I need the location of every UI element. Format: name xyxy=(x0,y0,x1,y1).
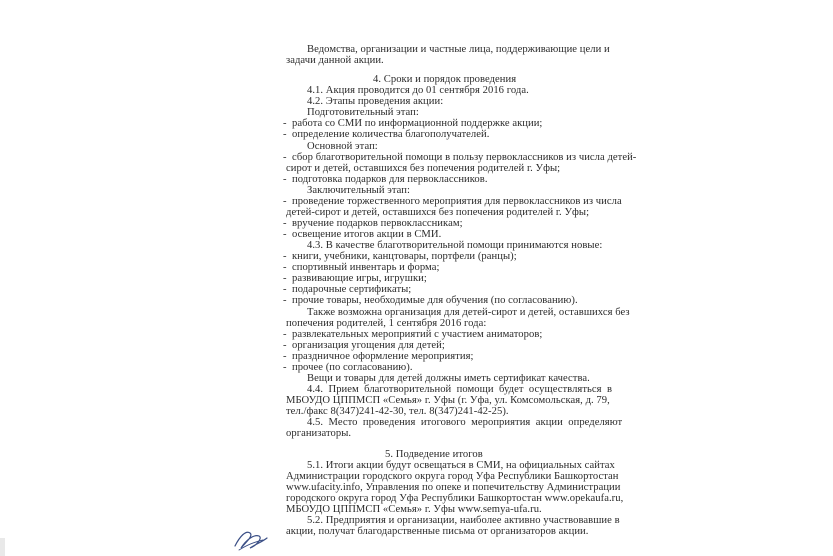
also-line-2: попечения родителей, 1 сентября 2016 года: xyxy=(286,318,487,329)
list-item: - сбор благотворительной помощи в пользу первоклассников из числа детей- xyxy=(283,152,637,163)
clause-5-1-line-3: www.ufacity.info, Управления по опеке и попечительству Администрации xyxy=(286,482,621,493)
list-item-cont: детей-сирот и детей, оставшихся без попечения родителей г. Уфы; xyxy=(286,207,590,218)
list-item: - освещение итогов акции в СМИ. xyxy=(283,229,442,240)
section-4-title: 4. Сроки и порядок проведения xyxy=(373,74,517,85)
certificate-note: Вещи и товары для детей должны иметь сертификат качества. xyxy=(307,373,590,384)
also-line-1: Также возможна организация для детей-сирот и детей, оставшихся без xyxy=(307,307,630,318)
list-item-cont: сирот и детей, оставшихся без попечения родителей г. Уфы; xyxy=(286,163,561,174)
clause-4-2: 4.2. Этапы проведения акции: xyxy=(307,96,444,107)
clause-4-5-line-1: 4.5. Место проведения итогового мероприятия акции определяют xyxy=(307,417,623,428)
list-item: - прочее (по согласованию). xyxy=(283,362,413,373)
clause-5-1-line-2: Администрации городского округа город Уфа Республики Башкортостан xyxy=(286,471,619,482)
list-item: - развивающие игры, игрушки; xyxy=(283,273,427,284)
clause-4-5-line-2: организаторы. xyxy=(286,428,352,439)
list-item: - подготовка подарков для первоклассников. xyxy=(283,174,488,185)
clause-4-1: 4.1. Акция проводится до 01 сентября 2016 года. xyxy=(307,85,529,96)
section-5-title: 5. Подведение итогов xyxy=(385,449,483,460)
clause-5-1-line-5: МБОУДО ЦППМСП «Семья» г. Уфы www.semya-ufa.ru. xyxy=(286,504,542,515)
list-item: - организация угощения для детей; xyxy=(283,340,445,351)
list-item: - прочие товары, необходимые для обучения (по согласованию). xyxy=(283,295,578,306)
list-item: - вручение подарков первоклассникам; xyxy=(283,218,463,229)
clause-5-2-line-2: акции, получат благодарственные письма от организаторов акции. xyxy=(286,526,589,537)
stage-main-title: Основной этап: xyxy=(307,141,378,152)
clause-4-4-line-1: 4.4. Прием благотворительной помощи будет осуществляться в xyxy=(307,384,613,395)
clause-5-2-line-1: 5.2. Предприятия и организации, наиболее активно участвовавшие в xyxy=(307,515,620,526)
list-item: - проведение торжественного мероприятия для первоклассников из числа xyxy=(283,196,622,207)
list-item: - определение количества благополучателей. xyxy=(283,129,490,140)
list-item: - праздничное оформление мероприятия; xyxy=(283,351,474,362)
intro-line-2: задачи данной акции. xyxy=(286,55,384,66)
list-item: - работа со СМИ по информационной поддержке акции; xyxy=(283,118,543,129)
clause-4-4-line-3: тел./факс 8(347)241-42-30, тел. 8(347)241-42-25). xyxy=(286,406,509,417)
clause-4-4-line-2: МБОУДО ЦППМСП «Семья» г. Уфы (г. Уфа, ул. Комсомольская, д. 79, xyxy=(286,395,610,406)
clause-5-1-line-1: 5.1. Итоги акции будут освещаться в СМИ, на официальных сайтах xyxy=(307,460,615,471)
clause-5-1-line-4: городского округа город Уфа Республики Башкортостан www.opekaufa.ru, xyxy=(286,493,624,504)
stage-prep-title: Подготовительный этап: xyxy=(307,107,419,118)
list-item: - спортивный инвентарь и форма; xyxy=(283,262,440,273)
signature-mark xyxy=(232,524,270,552)
list-item: - подарочные сертификаты; xyxy=(283,284,412,295)
scan-edge-mark xyxy=(0,538,5,556)
intro-line-1: Ведомства, организации и частные лица, поддерживающие цели и xyxy=(307,44,610,55)
list-item: - развлекательных мероприятий с участием аниматоров; xyxy=(283,329,543,340)
clause-4-3: 4.3. В качестве благотворительной помощи принимаются новые: xyxy=(307,240,603,251)
stage-final-title: Заключительный этап: xyxy=(307,185,410,196)
list-item: - книги, учебники, канцтовары, портфели (ранцы); xyxy=(283,251,517,262)
